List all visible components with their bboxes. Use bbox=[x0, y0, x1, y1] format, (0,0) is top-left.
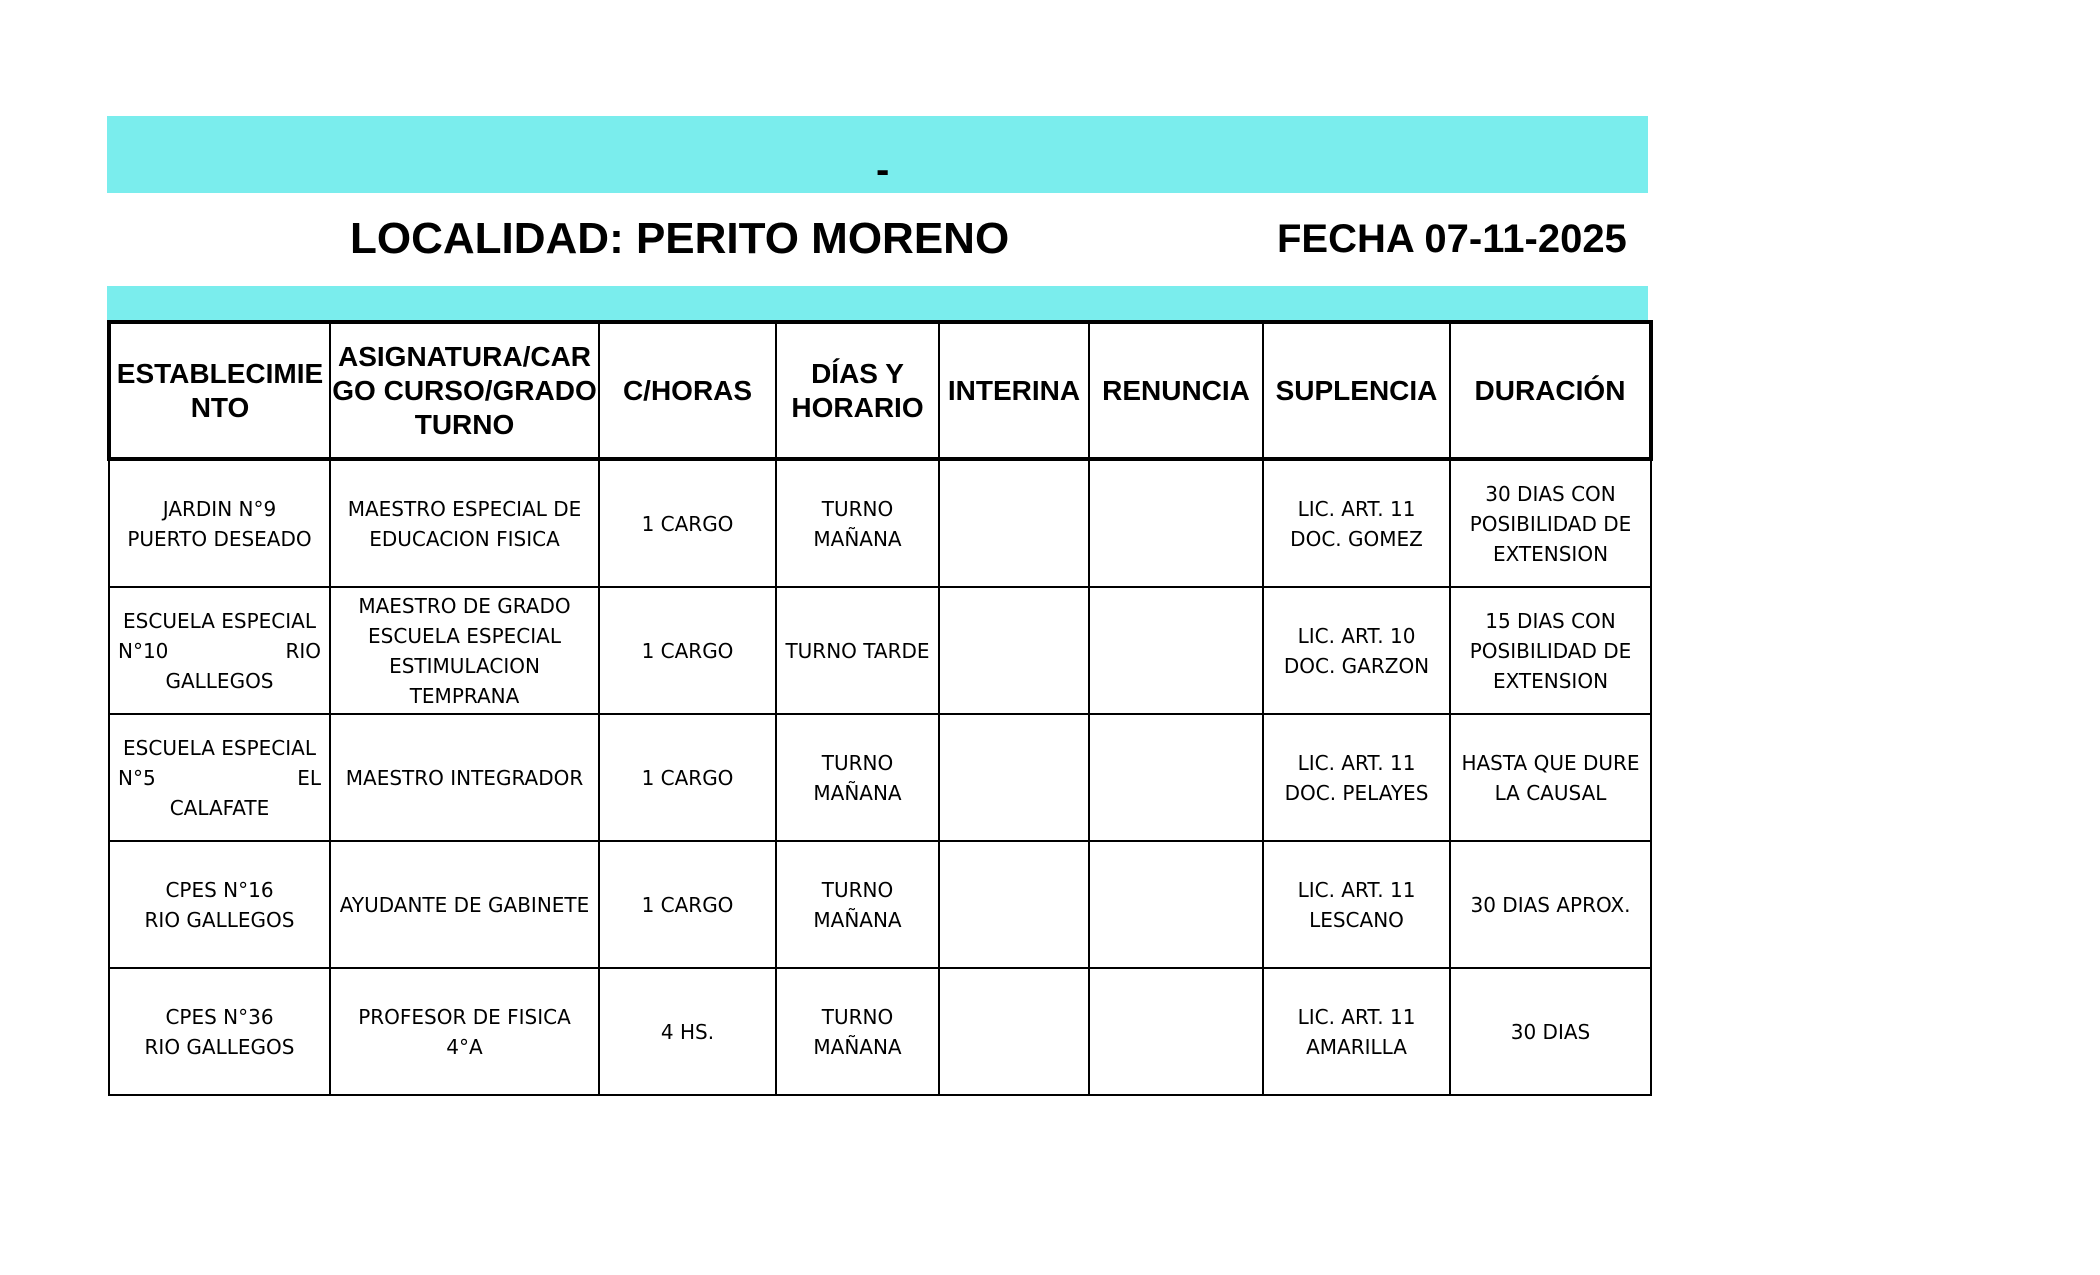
cell-line: CPES N°36 bbox=[165, 1004, 274, 1029]
vacancies-table bbox=[107, 320, 1653, 1096]
cell-line: MAÑANA bbox=[813, 907, 902, 932]
cell-line: HASTA QUE DURE bbox=[1461, 750, 1640, 775]
cell-renuncia bbox=[1089, 841, 1263, 968]
cell-line: MAÑANA bbox=[813, 1034, 902, 1059]
cell-horas bbox=[599, 968, 776, 1095]
cell-line: LESCANO bbox=[1309, 907, 1404, 932]
cell-duracion bbox=[1450, 714, 1651, 841]
cell-line: TURNO bbox=[821, 496, 894, 521]
cell-line: 1 CARGO bbox=[641, 511, 734, 536]
cell-line: PUERTO DESEADO bbox=[127, 526, 312, 551]
table-row bbox=[109, 841, 1651, 968]
cell-line: GO CURSO/GRADO bbox=[332, 374, 597, 406]
cell-line: MAÑANA bbox=[813, 780, 902, 805]
cell-line: DURACIÓN bbox=[1474, 374, 1626, 406]
cell-line: AYUDANTE DE GABINETE bbox=[339, 892, 590, 917]
cell-horas bbox=[599, 714, 776, 841]
cell-renuncia bbox=[1089, 587, 1263, 714]
header-duracion bbox=[1450, 322, 1651, 459]
cell-line: POSIBILIDAD DE bbox=[1469, 511, 1632, 536]
cell-line: LIC. ART. 11 bbox=[1297, 1004, 1416, 1029]
cell-suplencia bbox=[1263, 587, 1450, 714]
table-row bbox=[109, 714, 1651, 841]
cell-suplencia bbox=[1263, 968, 1450, 1095]
cell-line-right: EL bbox=[297, 765, 321, 790]
cell-line: 1 CARGO bbox=[641, 892, 734, 917]
cell-line-left: N°10 bbox=[118, 638, 169, 663]
cell-line: SUPLENCIA bbox=[1275, 374, 1438, 406]
cell-line: ESTIMULACION TEMPRANA bbox=[389, 653, 540, 708]
cell-interina bbox=[939, 968, 1089, 1095]
cell-line: EXTENSION bbox=[1492, 541, 1609, 566]
cell-establecimiento bbox=[109, 714, 330, 841]
header-interina bbox=[939, 322, 1089, 459]
cell-asignatura bbox=[330, 459, 599, 587]
cell-line: LIC. ART. 10 bbox=[1297, 623, 1416, 648]
cell-interina bbox=[939, 841, 1089, 968]
cell-establecimiento bbox=[109, 587, 330, 714]
cell-line bbox=[110, 636, 329, 666]
cell-line: MAESTRO ESPECIAL DE bbox=[347, 496, 582, 521]
table-row bbox=[109, 587, 1651, 714]
cell-line: LIC. ART. 11 bbox=[1297, 750, 1416, 775]
cell-line: TURNO bbox=[414, 408, 515, 440]
cell-line: 4°A bbox=[446, 1034, 483, 1059]
header-row bbox=[109, 322, 1651, 459]
cell-line: CALAFATE bbox=[169, 795, 270, 820]
cell-interina bbox=[939, 587, 1089, 714]
cell-line-right: RIO bbox=[285, 638, 321, 663]
cell-asignatura bbox=[330, 587, 599, 714]
cell-line: AMARILLA bbox=[1306, 1034, 1407, 1059]
cell-line: C/HORAS bbox=[622, 374, 753, 406]
cell-establecimiento bbox=[109, 841, 330, 968]
cell-line: PROFESOR DE FISICA bbox=[358, 1004, 571, 1029]
cell-suplencia bbox=[1263, 714, 1450, 841]
table-row bbox=[109, 968, 1651, 1095]
cell-line: MAÑANA bbox=[813, 526, 902, 551]
cell-horas bbox=[599, 587, 776, 714]
cell-line: LIC. ART. 11 bbox=[1297, 877, 1416, 902]
cell-line: EDUCACION FISICA bbox=[369, 526, 560, 551]
cell-asignatura bbox=[330, 968, 599, 1095]
cell-interina bbox=[939, 459, 1089, 587]
cell-horario bbox=[776, 841, 939, 968]
cell-duracion bbox=[1450, 459, 1651, 587]
cell-renuncia bbox=[1089, 714, 1263, 841]
cell-line: ESCUELA ESPECIAL bbox=[368, 623, 561, 648]
cell-line bbox=[110, 763, 329, 793]
cell-suplencia bbox=[1263, 459, 1450, 587]
table-row bbox=[109, 459, 1651, 587]
cell-duracion bbox=[1450, 587, 1651, 714]
cell-line: RIO GALLEGOS bbox=[144, 907, 295, 932]
cell-line: 30 DIAS CON bbox=[1485, 481, 1616, 506]
cell-line: NTO bbox=[190, 391, 250, 423]
cell-establecimiento bbox=[109, 459, 330, 587]
cell-horario bbox=[776, 714, 939, 841]
cell-interina bbox=[939, 714, 1089, 841]
cell-line: MAESTRO INTEGRADOR bbox=[345, 765, 584, 790]
cell-line: TURNO TARDE bbox=[785, 638, 930, 663]
cell-horas bbox=[599, 459, 776, 587]
cell-line: DOC. GARZON bbox=[1283, 653, 1430, 678]
cell-renuncia bbox=[1089, 968, 1263, 1095]
cell-line: ESCUELA ESPECIAL bbox=[123, 735, 316, 760]
cell-line: EXTENSION bbox=[1492, 668, 1609, 693]
cell-horario bbox=[776, 459, 939, 587]
header-renuncia bbox=[1089, 322, 1263, 459]
cell-asignatura bbox=[330, 841, 599, 968]
cell-duracion bbox=[1450, 968, 1651, 1095]
header-horas bbox=[599, 322, 776, 459]
cell-line: LIC. ART. 11 bbox=[1297, 496, 1416, 521]
cell-horario bbox=[776, 587, 939, 714]
cell-line: 15 DIAS CON bbox=[1485, 608, 1616, 633]
localidad-title: LOCALIDAD: PERITO MORENO bbox=[350, 214, 1010, 263]
cell-line: DOC. GOMEZ bbox=[1290, 526, 1423, 551]
cell-line: TURNO bbox=[821, 877, 894, 902]
header-suplencia bbox=[1263, 322, 1450, 459]
cell-duracion bbox=[1450, 841, 1651, 968]
cell-line: ESCUELA ESPECIAL bbox=[123, 608, 316, 633]
cell-line: MAESTRO DE GRADO bbox=[358, 593, 571, 618]
header-band-bottom bbox=[107, 286, 1648, 320]
cell-line: 1 CARGO bbox=[641, 638, 734, 663]
cell-line: RENUNCIA bbox=[1102, 374, 1250, 406]
cell-line: DÍAS Y bbox=[811, 357, 904, 389]
header-establecimiento bbox=[109, 322, 330, 459]
cell-horario bbox=[776, 968, 939, 1095]
table-body bbox=[109, 459, 1651, 1095]
cell-suplencia bbox=[1263, 841, 1450, 968]
header-horario bbox=[776, 322, 939, 459]
cell-line: RIO GALLEGOS bbox=[144, 1034, 295, 1059]
cell-asignatura bbox=[330, 714, 599, 841]
fecha-title: FECHA 07-11-2025 bbox=[1277, 217, 1627, 261]
cell-line: 30 DIAS APROX. bbox=[1470, 892, 1631, 917]
header-dash: - bbox=[876, 148, 890, 192]
cell-line: TURNO bbox=[821, 750, 894, 775]
table-header bbox=[109, 322, 1651, 459]
header-asignatura bbox=[330, 322, 599, 459]
cell-line: CPES N°16 bbox=[165, 877, 274, 902]
cell-line: 1 CARGO bbox=[641, 765, 734, 790]
cell-line: ESTABLECIMIE bbox=[116, 357, 324, 389]
cell-line: 30 DIAS bbox=[1510, 1019, 1591, 1044]
cell-line: JARDIN N°9 bbox=[162, 496, 277, 521]
cell-line: ASIGNATURA/CAR bbox=[337, 340, 592, 372]
cell-line: INTERINA bbox=[947, 374, 1081, 406]
cell-line: LA CAUSAL bbox=[1494, 780, 1607, 805]
cell-line: GALLEGOS bbox=[165, 668, 274, 693]
cell-line: 4 HS. bbox=[660, 1019, 715, 1044]
cell-establecimiento bbox=[109, 968, 330, 1095]
cell-line: HORARIO bbox=[791, 391, 924, 423]
cell-line: TURNO bbox=[821, 1004, 894, 1029]
cell-line: DOC. PELAYES bbox=[1284, 780, 1429, 805]
cell-line-left: N°5 bbox=[118, 765, 156, 790]
cell-line: POSIBILIDAD DE bbox=[1469, 638, 1632, 663]
cell-renuncia bbox=[1089, 459, 1263, 587]
cell-horas bbox=[599, 841, 776, 968]
